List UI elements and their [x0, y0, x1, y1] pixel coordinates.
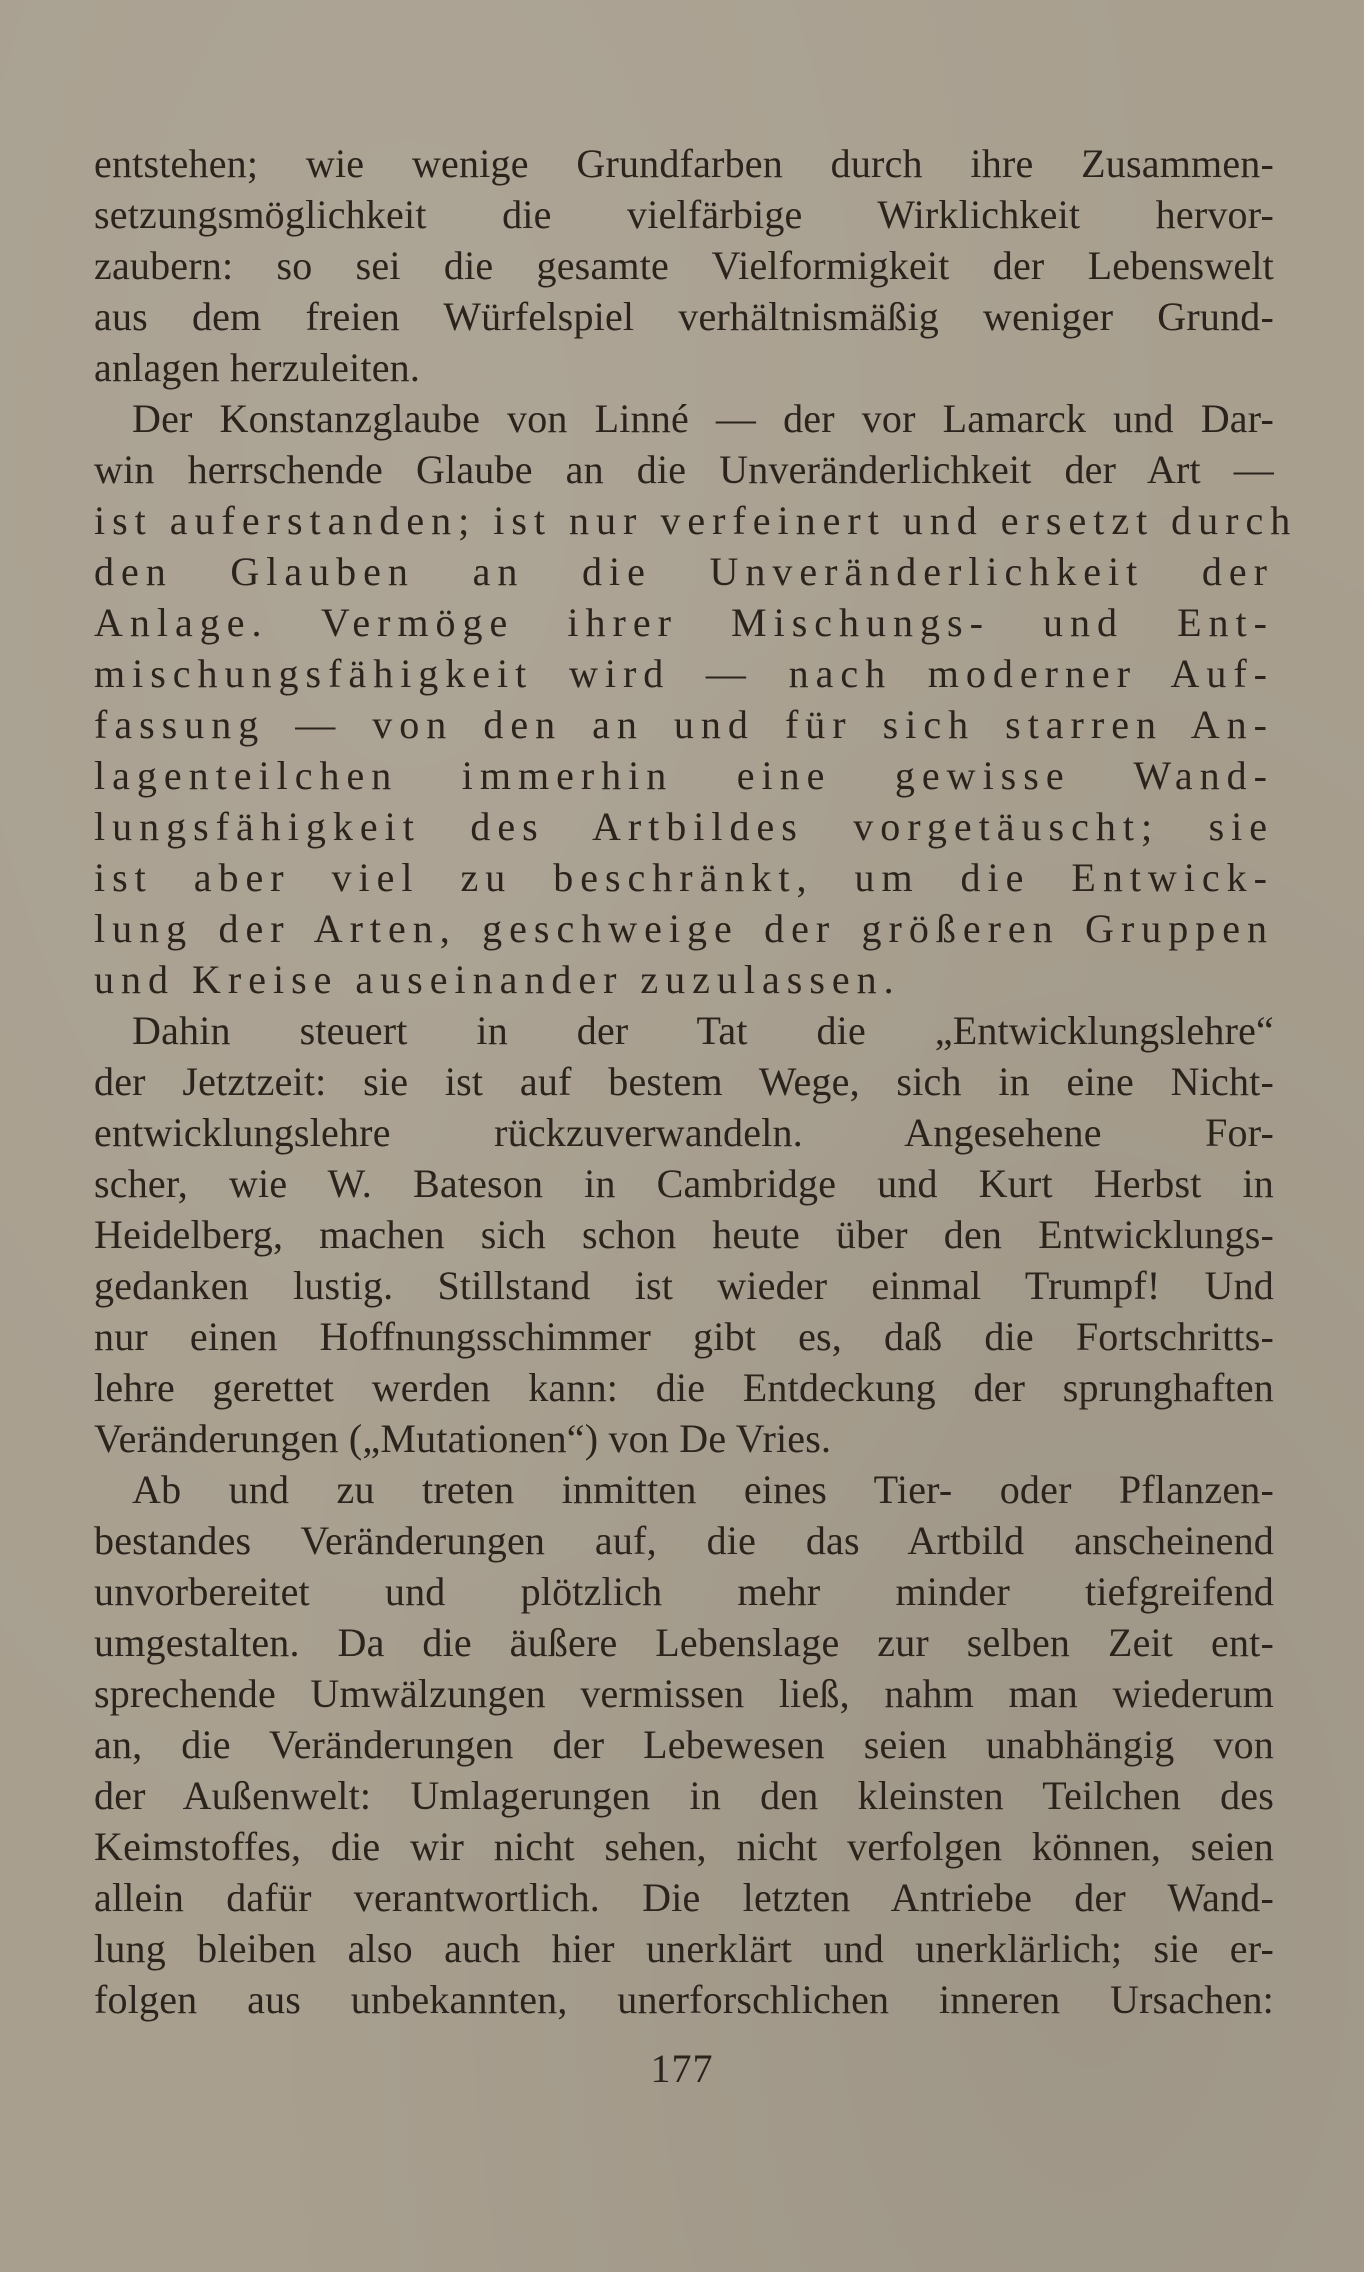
text-line-4: aus dem freien Würfelspiel verhältnismäßig weniger Grund-	[94, 294, 1274, 339]
text-line-10: Anlage. Vermöge ihrer Mischungs- und Ent-	[94, 600, 1274, 645]
text-line-13: lagenteilchen immerhin eine gewisse Wand-	[94, 753, 1274, 798]
text-line-33: der Außenwelt: Umlagerungen in den kleinsten Teilchen des	[94, 1773, 1274, 1818]
text-line-5: anlagen herzuleiten.	[94, 345, 421, 390]
text-line-7: win herrschende Glaube an die Unveränderlichkeit der Art —	[94, 447, 1274, 492]
body-text	[94, 138, 1298, 2025]
text-line-14: lungsfähigkeit des Artbildes vorgetäuscht; sie	[94, 804, 1274, 849]
text-line-30: umgestalten. Da die äußere Lebenslage zur selben Zeit ent-	[94, 1620, 1274, 1665]
text-line-26: Veränderungen („Mutationen“) von De Vries.	[94, 1416, 832, 1461]
text-line-31: sprechende Umwälzungen vermissen ließ, nahm man wiederum	[94, 1671, 1274, 1716]
text-line-36: lung bleiben also auch hier unerklärt und unerklärlich; sie er-	[94, 1926, 1274, 1971]
text-line-1: entstehen; wie wenige Grundfarben durch ihre Zusammen-	[94, 141, 1274, 186]
text-line-27: Ab und zu treten inmitten eines Tier- oder Pflanzen-	[132, 1467, 1274, 1512]
text-line-20: entwicklungslehre rückzuverwandeln. Angesehene For-	[94, 1110, 1274, 1155]
text-line-6: Der Konstanzglaube von Linné — der vor Lamarck und Dar-	[132, 396, 1274, 441]
text-line-29: unvorbereitet und plötzlich mehr minder tiefgreifend	[94, 1569, 1274, 1614]
text-line-23: gedanken lustig. Stillstand ist wieder einmal Trumpf! Und	[94, 1263, 1274, 1308]
text-line-24: nur einen Hoffnungsschimmer gibt es, daß die Fortschritts-	[94, 1314, 1274, 1359]
text-line-25: lehre gerettet werden kann: die Entdeckung der sprunghaften	[94, 1365, 1274, 1410]
text-line-17: und Kreise auseinander zuzulassen.	[94, 957, 901, 1002]
text-line-32: an, die Veränderungen der Lebewesen seien unabhängig von	[94, 1722, 1274, 1767]
text-line-2: setzungsmöglichkeit die vielfärbige Wirklichkeit hervor-	[94, 192, 1274, 237]
text-line-8: ist auferstanden; ist nur verfeinert und ersetzt durch	[94, 498, 1298, 543]
page-number: 177	[650, 2046, 714, 2091]
text-line-18: Dahin steuert in der Tat die „Entwicklungslehre“	[132, 1008, 1274, 1053]
text-line-19: der Jetztzeit: sie ist auf bestem Wege, sich in eine Nicht-	[94, 1059, 1274, 1104]
text-line-9: den Glauben an die Unveränderlichkeit der	[94, 549, 1274, 594]
text-line-15: ist aber viel zu beschränkt, um die Entwick-	[94, 855, 1274, 900]
text-line-16: lung der Arten, geschweige der größeren Gruppen	[94, 906, 1274, 951]
text-line-21: scher, wie W. Bateson in Cambridge und Kurt Herbst in	[94, 1161, 1274, 1206]
text-line-11: mischungsfähigkeit wird — nach moderner Auf-	[94, 651, 1274, 696]
text-line-22: Heidelberg, machen sich schon heute über den Entwicklungs-	[94, 1212, 1274, 1257]
text-line-37: folgen aus unbekannten, unerforschlichen inneren Ursachen:	[94, 1977, 1274, 2022]
text-line-12: fassung — von den an und für sich starren An-	[94, 702, 1274, 747]
text-line-35: allein dafür verantwortlich. Die letzten Antriebe der Wand-	[94, 1875, 1274, 1920]
text-line-34: Keimstoffes, die wir nicht sehen, nicht verfolgen können, seien	[94, 1824, 1274, 1869]
text-line-28: bestandes Veränderungen auf, die das Artbild anscheinend	[94, 1518, 1274, 1563]
text-line-3: zaubern: so sei die gesamte Vielformigkeit der Lebenswelt	[94, 243, 1274, 288]
